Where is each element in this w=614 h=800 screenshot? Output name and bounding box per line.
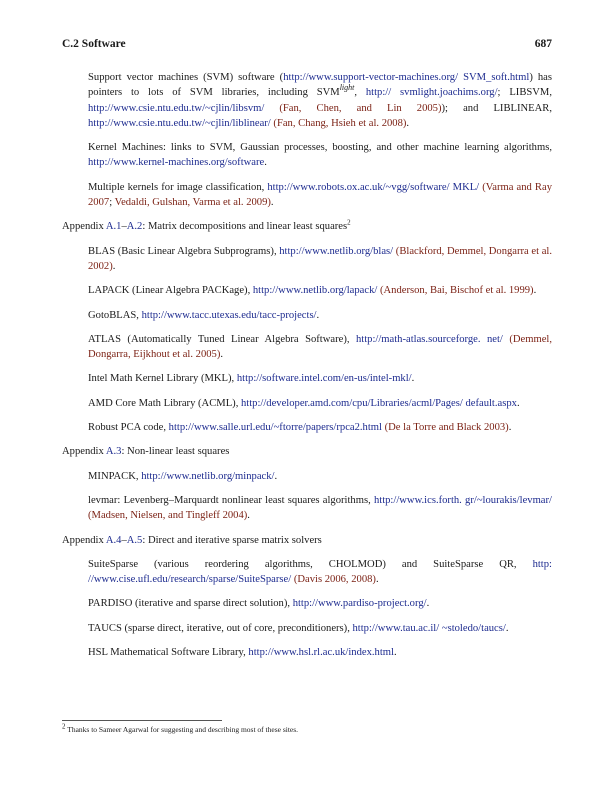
page-number: 687	[534, 38, 552, 50]
citation-fan-2005[interactable]: (Fan, Chen, and Lin 2005)	[279, 102, 442, 114]
entry-robust-pca: Robust PCA code, http://www.salle.url.edu/~ftorre/papers/rpca2.html (De la Torre and Black 2003).	[88, 422, 512, 434]
link-taucs[interactable]: http://www.tau.ac.il/ ~stoledo/taucs/	[352, 622, 506, 634]
link-gotoblas[interactable]: http://www.tacc.utexas.edu/tacc-projects/	[141, 309, 317, 321]
entry-blas: BLAS (Basic Linear Algebra Subprograms), http://www.netlib.org/blas/ (Blackford, Demmel, Dongarra et al. 2002).	[88, 245, 552, 272]
citation-varma-2007[interactable]: (Varma and Ray 2007	[88, 181, 552, 209]
xref-a2[interactable]: A.2	[126, 221, 143, 233]
citation-fan-2008[interactable]: (Fan, Chang, Hsieh et al. 2008)	[273, 117, 407, 129]
xref-a1[interactable]: A.1	[105, 221, 122, 233]
citation-vedaldi-2009[interactable]: Vedaldi, Gulshan, Varma et al. 2009)	[114, 197, 271, 209]
link-minpack[interactable]: http://www.netlib.org/minpack/	[141, 470, 275, 482]
appendix-heading-a1: Appendix A.1–A.2: Matrix decompositions and linear least squares$^2$	[62, 218, 351, 233]
xref-a4[interactable]: A.4	[105, 534, 122, 546]
citation-delatorre-2003[interactable]: (De la Torre and Black 2003)	[384, 422, 509, 434]
citation-davis-2006[interactable]: (Davis 2006, 2008)	[293, 574, 376, 586]
entry-acml: AMD Core Math Library (ACML), http://developer.amd.com/cpu/Libraries/acml/Pages/ default.aspx.	[88, 397, 520, 409]
link-lapack[interactable]: http://www.netlib.org/lapack/	[252, 285, 378, 297]
link-libsvm[interactable]: http://www.csie.ntu.edu.tw/~cjlin/libsvm/	[88, 102, 265, 114]
entry-svm: Support vector machines (SVM) software (http://www.support-vector-machines.org/ SVM_soft.html) has pointers to lots of SVM libraries, including $SVM^{light}$, http:// svmlight.joachims.org/; LIBSVM, http://www.csie.ntu.edu.tw/~cjlin/libsvm/ (Fan, Chen, and Lin 2005)); and LIBLINEAR, http://www.csie.ntu.edu.tw/~cjlin/liblinear/ (Fan, Chang, Hsieh et al. 2008).	[88, 72, 552, 129]
xref-a3[interactable]: A.3	[105, 446, 122, 458]
citation-madsen-2004[interactable]: (Madsen, Nielsen, and Tingleff 2004)	[88, 510, 248, 522]
link-pardiso[interactable]: http://www.pardiso-project.org/	[292, 598, 427, 610]
link-liblinear[interactable]: http://www.csie.ntu.edu.tw/~cjlin/liblinear/	[88, 117, 271, 129]
entry-kernel-machines: Kernel Machines: links to SVM, Gaussian processes, boosting, and other machine learning algorithms, http://www.kernel-machines.org/software.	[88, 142, 552, 169]
entry-suitesparse: SuiteSparse (various reordering algorithms, CHOLMOD) and SuiteSparse QR, http: //www.cise.ufl.edu/research/sparse/SuiteSparse/ (Davis 2006, 2008).	[88, 558, 552, 586]
footnote	[62, 722, 299, 735]
svm-light-superscript: light	[339, 83, 355, 93]
entry-hsl: HSL Mathematical Software Library, http://www.hsl.rl.ac.uk/index.html.	[88, 647, 397, 659]
link-mkl-vgg[interactable]: http://www.robots.ox.ac.uk/~vgg/software/ MKL/	[267, 181, 480, 193]
entry-pardiso: PARDISO (iterative and sparse direct solution), http://www.pardiso-project.org/.	[88, 598, 430, 610]
entry-gotoblas: GotoBLAS, http://www.tacc.utexas.edu/tacc-projects/.	[88, 309, 320, 321]
entry-lapack: LAPACK (Linear Algebra PACKage), http://www.netlib.org/lapack/ (Anderson, Bai, Bischof et al. 1999).	[88, 285, 537, 297]
link-acml[interactable]: http://developer.amd.com/cpu/Libraries/acml/Pages/ default.aspx	[241, 397, 517, 409]
link-svm-software[interactable]: http://www.support-vector-machines.org/ SVM_soft.html	[283, 72, 530, 83]
citation-anderson-1999[interactable]: (Anderson, Bai, Bischof et al. 1999)	[380, 285, 534, 297]
entry-multiple-kernels: Multiple kernels for image classification, http://www.robots.ox.ac.uk/~vgg/software/ MKL/ (Varma and Ray 2007; Vedaldi, Gulshan, Varma et al. 2009).	[88, 181, 552, 209]
link-atlas[interactable]: http://math-atlas.sourceforge. net/	[355, 333, 503, 345]
link-kernel-machines[interactable]: http://www.kernel-machines.org/software	[88, 157, 265, 169]
link-levmar[interactable]: http://www.ics.forth. gr/~lourakis/levmar/	[373, 494, 552, 506]
footnote-number: 2	[62, 722, 66, 731]
xref-a5[interactable]: A.5	[126, 534, 143, 546]
footnote-marker[interactable]: 2	[347, 218, 351, 227]
link-rpca[interactable]: http://www.salle.url.edu/~ftorre/papers/rpca2.html	[168, 422, 382, 434]
software-list	[62, 70, 552, 669]
link-blas[interactable]: http://www.netlib.org/blas/	[279, 245, 394, 257]
link-intel-mkl[interactable]: http://software.intel.com/en-us/intel-mkl/	[236, 373, 412, 385]
citation-demmel-2005[interactable]: (Demmel, Dongarra, Eijkhout et al. 2005)	[88, 333, 552, 361]
footnote-divider	[62, 720, 222, 721]
link-hsl[interactable]: http://www.hsl.rl.ac.uk/index.html	[248, 647, 394, 659]
appendix-heading-a4: Appendix A.4–A.5: Direct and iterative sparse matrix solvers	[62, 534, 322, 546]
link-svmlight[interactable]: http:// svmlight.joachims.org/	[365, 87, 498, 99]
entry-mkl: Intel Math Kernel Library (MKL), http://software.intel.com/en-us/intel-mkl/.	[88, 373, 415, 385]
running-header-section: C.2 Software	[62, 38, 126, 50]
entry-taucs: TAUCS (sparse direct, iterative, out of core, preconditioners), http://www.tau.ac.il/ ~stoledo/taucs/.	[88, 622, 509, 634]
appendix-heading-a3: Appendix A.3: Non-linear least squares	[62, 446, 230, 458]
entry-minpack: MINPACK, http://www.netlib.org/minpack/.	[88, 470, 278, 482]
footnote-text: Thanks to Sameer Agarwal for suggesting and describing most of these sites.	[67, 725, 299, 734]
entry-levmar: levmar: Levenberg–Marquardt nonlinear least squares algorithms, http://www.ics.forth. gr/~lourakis/levmar/ (Madsen, Nielsen, and Tingleff 2004).	[88, 494, 552, 522]
citation-blackford-2002[interactable]: (Blackford, Demmel, Dongarra et al. 2002)	[88, 245, 552, 272]
link-suitesparse[interactable]: http: //www.cise.ufl.edu/research/sparse/SuiteSparse/	[88, 558, 552, 586]
entry-atlas: ATLAS (Automatically Tuned Linear Algebra Software), http://math-atlas.sourceforge. net/ (Demmel, Dongarra, Eijkhout et al. 2005).	[88, 333, 552, 361]
